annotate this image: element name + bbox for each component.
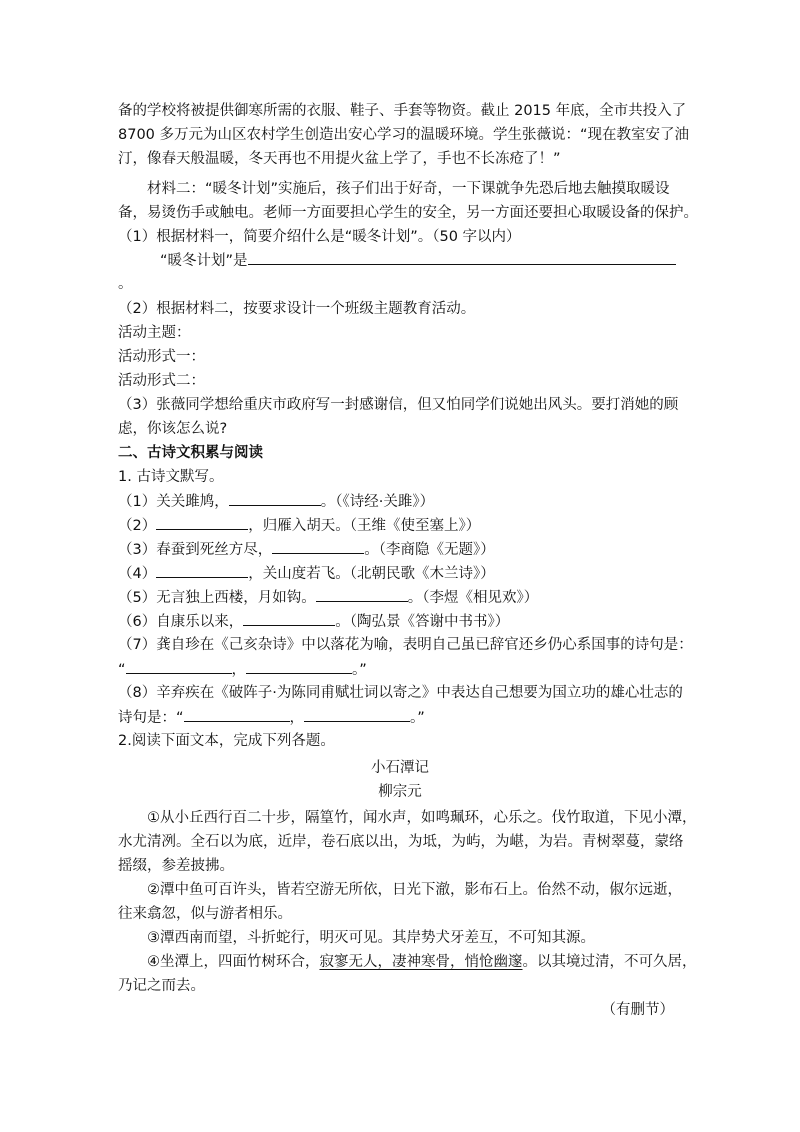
dictation-item-5 [118, 586, 678, 609]
reading-title: 2.阅读下面文本，完成下列各题。 [118, 733, 335, 749]
item-text: （4） [118, 566, 157, 582]
paragraph-4-line-2: 乃记之而去。 [118, 978, 205, 994]
section-2-title: 二、古诗文积累与阅读 [118, 445, 263, 461]
question-1-end: 。 [118, 276, 133, 292]
item-text: （1）关关雎鸠， [118, 494, 229, 510]
item-text: （2） [118, 518, 157, 534]
intro-line-1: 备的学校将被提供御寒所需的衣服、鞋子、手套等物资。截止 2015 年底，全市共投入了 [118, 103, 687, 119]
paragraph-text: ④坐潭上，四面竹树环合， [147, 954, 320, 970]
quote-close: 。” [352, 662, 367, 678]
question-1-answer-line [160, 249, 720, 272]
paragraph-2-line-1: ②潭中鱼可百许头，皆若空游无所依，日光下澈，影布石上。佁然不动，俶尔远逝， [147, 882, 682, 898]
dictation-item-2 [118, 514, 678, 537]
item-text: 。（陶弘景《答谢中书书》） [335, 614, 510, 630]
dictation-item-8: （8）辛弃疾在《破阵子·为陈同甫赋壮词以寄之》中表达自己想要为国立功的雄心壮志的 [118, 685, 683, 701]
item-text: ，归雁入胡天。（王维《使至塞上》） [248, 518, 481, 534]
activity-theme: 活动主题： [118, 325, 191, 341]
material2-line-2: 备，易烫伤手或触电。老师一方面要担心学生的安全，另一方面还要担心取暖设备的保护。 [118, 205, 698, 221]
paragraph-1-line-3: 摇缀，参差披拂。 [118, 858, 234, 874]
fill-blank[interactable] [229, 490, 321, 506]
paragraph-2-line-2: 往来翕忽，似与游者相乐。 [118, 906, 292, 922]
intro-line-2: 8700 多万元为山区农村学生创造出安心学习的温暖环境。学生张薇说：“现在教室安了油 [118, 127, 690, 143]
answer-prefix: “暖冬计划”是 [160, 253, 248, 269]
dictation-title: 1. 古诗文默写。 [118, 469, 224, 485]
fill-blank[interactable] [184, 706, 290, 722]
item-text: （3）春蚕到死丝方尽， [118, 542, 273, 558]
fill-blank[interactable] [156, 514, 248, 530]
fill-blank[interactable] [156, 562, 248, 578]
question-3-line-1: （3）张薇同学想给重庆市政府写一封感谢信，但又怕同学们说她出风头。要打消她的顾 [118, 397, 679, 413]
underlined-phrase: 寂寥无人，凄神寒骨，悄怆幽邃 [319, 954, 523, 970]
answer-blank[interactable] [248, 249, 676, 265]
dictation-item-7-blanks [118, 658, 678, 681]
activity-form-2: 活动形式二： [118, 373, 205, 389]
fill-blank[interactable] [272, 538, 364, 554]
quote-close: 。” [410, 710, 425, 726]
quote-open: “ [118, 662, 126, 678]
material2-line-1: 材料二：“暖冬计划”实施后，孩子们出于好奇，一下课就争先恐后地去触摸取暖设 [147, 181, 670, 197]
activity-form-1: 活动形式一： [118, 349, 205, 365]
fill-blank[interactable] [126, 658, 232, 674]
question-2: （2）根据材料二，按要求设计一个班级主题教育活动。 [118, 301, 476, 317]
item-text: 。（李煜《相见欢》） [407, 590, 539, 606]
paragraph-3-line-1: ③潭西南而望，斗折蛇行，明灭可见。其岸势犬牙差互，不可知其源。 [147, 930, 595, 946]
item-text: ，关山度若飞。（北朝民歌《木兰诗》） [248, 566, 495, 582]
question-3-line-2: 虑，你该怎么说? [118, 421, 228, 437]
dictation-item-3 [118, 538, 678, 561]
item-text: 诗句是：“ [118, 710, 184, 726]
paragraph-1-line-1: ①从小丘西行百二十步，隔篁竹，闻水声，如鸣珮环，心乐之。伐竹取道，下见小潭， [147, 810, 697, 826]
dictation-item-6 [118, 610, 678, 633]
fill-blank[interactable] [246, 658, 352, 674]
dictation-item-4 [118, 562, 678, 585]
fill-blank[interactable] [304, 706, 410, 722]
paragraph-text: 。以其境过清，不可久居， [522, 954, 697, 970]
question-1: （1）根据材料一，简要介绍什么是“暖冬计划”。（50 字以内） [118, 229, 521, 245]
fill-blank[interactable] [243, 610, 335, 626]
paragraph-4-line-1 [147, 951, 707, 973]
item-text: （6）自康乐以来， [118, 614, 244, 630]
article-title: 小石潭记 [371, 760, 429, 776]
comma: ， [289, 710, 305, 726]
dictation-item-7: （7）龚自珍在《己亥杂诗》中以落花为喻，表明自己虽已辞官还乡仍心系国事的诗句是： [118, 637, 693, 653]
paragraph-1-line-2: 水尤清冽。全石以为底，近岸，卷石底以出，为坻，为屿，为嵁，为岩。青树翠蔓，蒙络 [118, 834, 684, 850]
item-text: （5）无言独上西楼，月如钩。 [118, 590, 316, 606]
item-text: 。（李商隐《无题》） [364, 542, 495, 558]
comma: ， [231, 662, 247, 678]
article-author: 柳宗元 [378, 784, 422, 800]
item-text: 。（《诗经·关雎》） [320, 494, 435, 510]
intro-line-3: 汀，像春天般温暖，冬天再也不用提火盆上学了，手也不长冻疮了！” [118, 151, 561, 167]
abridged-note: （有删节） [601, 1002, 674, 1018]
fill-blank[interactable] [316, 586, 408, 602]
dictation-item-1 [118, 490, 678, 513]
dictation-item-8-blanks [118, 706, 678, 729]
